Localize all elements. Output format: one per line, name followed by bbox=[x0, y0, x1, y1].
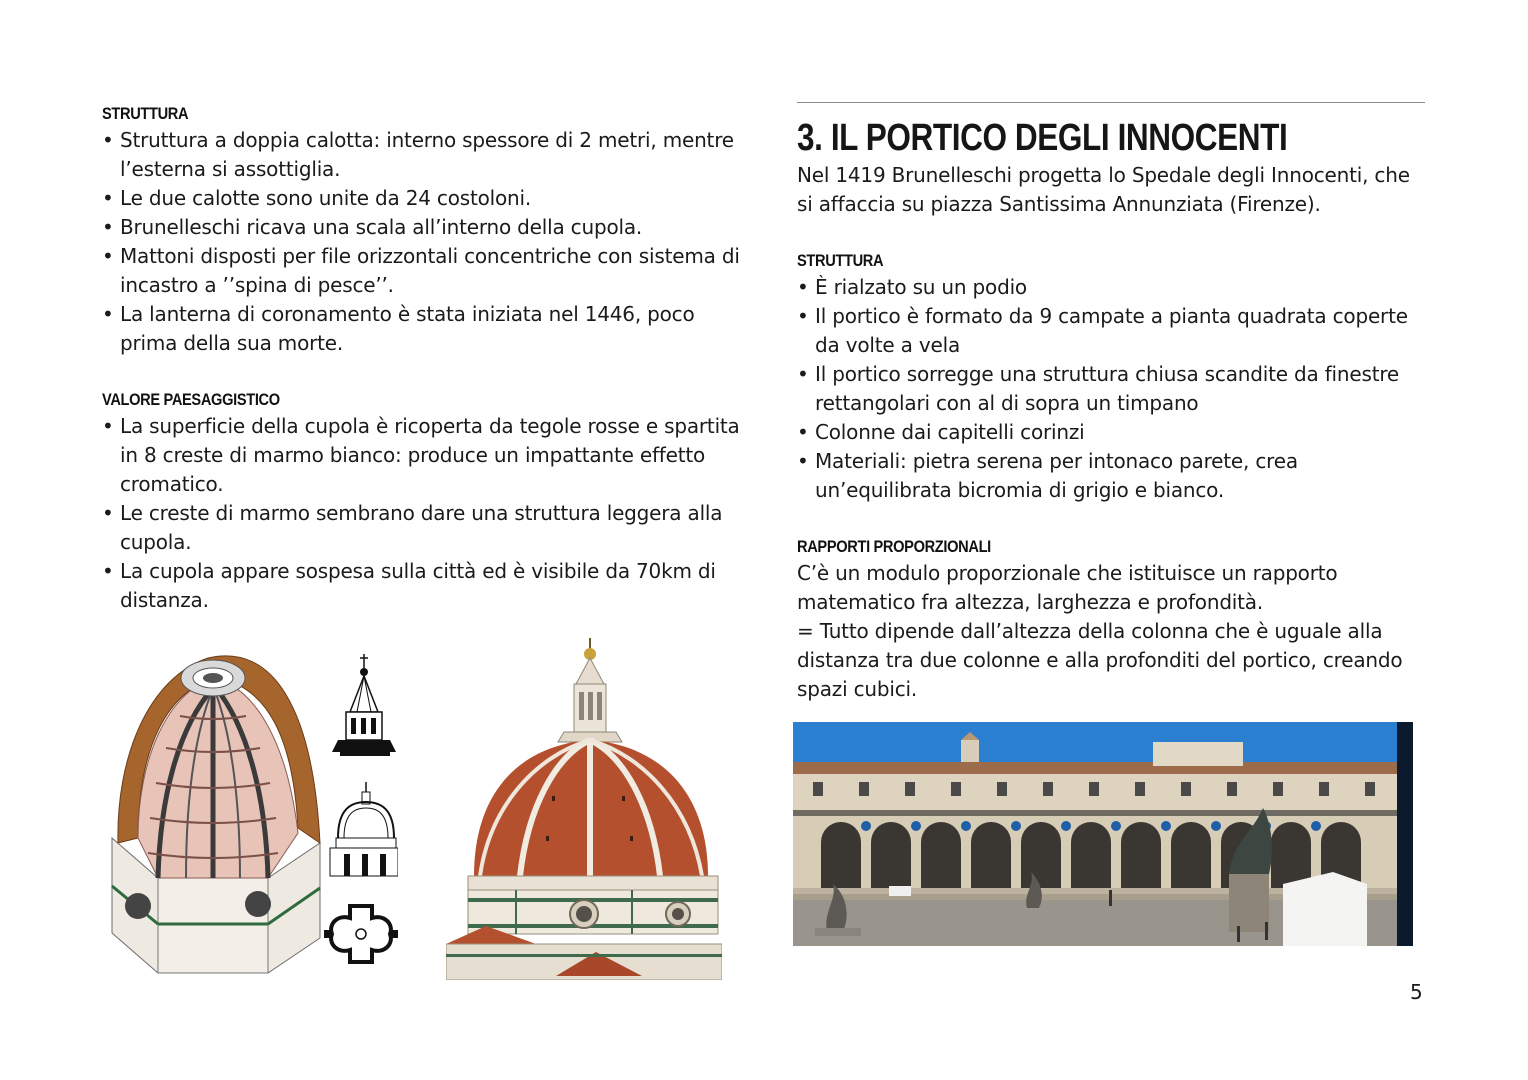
portico-innocenti-photo bbox=[793, 722, 1413, 946]
list-item: • Brunelleschi ricava una scala all’interno della cupola. bbox=[102, 213, 742, 242]
intro-paragraph: Nel 1419 Brunelleschi progetta lo Spedale degli Innocenti, che si affaccia su piazza Santissima Annunziata (Firenze). bbox=[797, 163, 1410, 216]
lantern-elevation-drawing bbox=[326, 652, 398, 764]
portico-struttura-list bbox=[797, 273, 1425, 505]
list-item: • È rialzato su un podio bbox=[797, 273, 1425, 302]
list-item: • La lanterna di coronamento è stata iniziata nel 1446, poco prima della sua morte. bbox=[102, 300, 742, 358]
list-item: • Il portico sorregge una struttura chiusa scandite da finestre rettangolari con al di sopra un timpano bbox=[797, 360, 1425, 418]
top-divider bbox=[797, 102, 1425, 103]
section-heading-struttura: STRUTTURA bbox=[102, 104, 189, 123]
list-item: • La cupola appare sospesa sulla città ed è visibile da 70km di distanza. bbox=[102, 557, 742, 615]
floor-plan-drawing bbox=[324, 900, 398, 968]
section-heading-struttura: STRUTTURA bbox=[797, 251, 884, 270]
struttura-list bbox=[102, 126, 742, 358]
dome-cutaway-illustration bbox=[108, 648, 324, 978]
section-heading-valore-paesaggistico: VALORE PAESAGGISTICO bbox=[102, 390, 280, 409]
rapporti-paragraph-2: = Tutto dipende dall’altezza della colonna che è uguale alla distanza tra due colonne e alla profonditi del portico, creando spazi cubici. bbox=[797, 619, 1403, 701]
brunelleschi-dome-photo bbox=[446, 636, 722, 980]
left-column bbox=[102, 102, 742, 615]
list-item: • Materiali: pietra serena per intonaco parete, crea un’equilibrata bicromia di grigio e bianco. bbox=[797, 447, 1425, 505]
list-item: • Colonne dai capitelli corinzi bbox=[797, 418, 1425, 447]
list-item: • Struttura a doppia calotta: interno spessore di 2 metri, mentre l’esterna si assottiglia. bbox=[102, 126, 742, 184]
dome-section-drawing bbox=[326, 780, 398, 880]
page-number: 5 bbox=[1410, 980, 1423, 1004]
chapter-title: 3. IL PORTICO DEGLI INNOCENTI bbox=[797, 117, 1288, 159]
list-item: • Le creste di marmo sembrano dare una struttura leggera alla cupola. bbox=[102, 499, 742, 557]
rapporti-paragraph-1: C’è un modulo proporzionale che istituisce un rapporto matematico fra altezza, larghezza e profondità. bbox=[797, 561, 1338, 614]
list-item: • Il portico è formato da 9 campate a pianta quadrata coperte da volte a vela bbox=[797, 302, 1425, 360]
right-column bbox=[797, 102, 1425, 704]
list-item: • Le due calotte sono unite da 24 costoloni. bbox=[102, 184, 742, 213]
section-heading-rapporti-proporzionali: RAPPORTI PROPORZIONALI bbox=[797, 537, 991, 556]
valore-list bbox=[102, 412, 742, 615]
list-item: • Mattoni disposti per file orizzontali concentriche con sistema di incastro a ’’spina di pesce’’. bbox=[102, 242, 742, 300]
list-item: • La superficie della cupola è ricoperta da tegole rosse e spartita in 8 creste di marmo bianco: produce un impattante effetto cromatico. bbox=[102, 412, 742, 499]
